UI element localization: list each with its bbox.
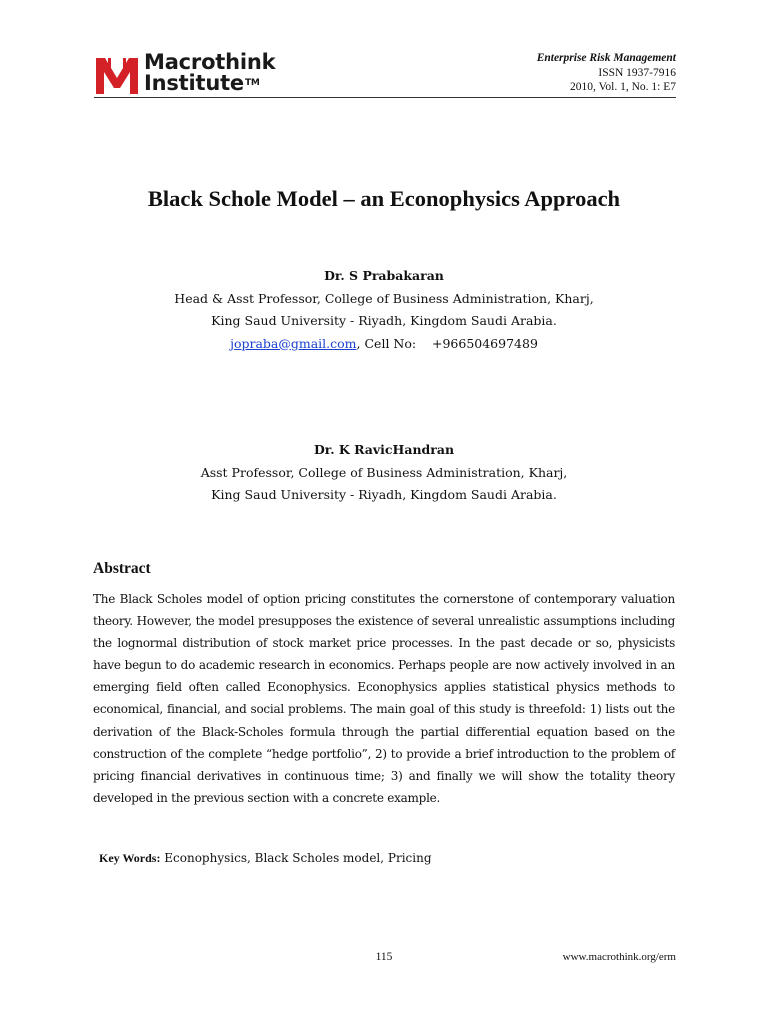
author-block-1 [0, 265, 768, 355]
logo-line-1: Macrothink [144, 50, 276, 74]
footer-url[interactable]: www.macrothink.org/erm [562, 951, 676, 963]
publisher-logo [94, 52, 294, 96]
author-affiliation-line-2: King Saud University - Riyadh, Kingdom Saudi Arabia. [211, 487, 557, 502]
author-phone: , Cell No: +966504697489 [356, 335, 538, 351]
abstract-heading: Abstract [93, 560, 151, 577]
author-affiliation-line-1: Head & Asst Professor, College of Business Administration, Kharj, [174, 290, 594, 306]
macrothink-logo-icon [94, 52, 140, 96]
header-divider [94, 97, 676, 98]
trademark: TM [244, 78, 260, 88]
author-name: Dr. K RavicHandran [313, 442, 455, 457]
page-number: 115 [375, 951, 393, 963]
journal-name: Enterprise Risk Management [536, 52, 676, 64]
paper-title: Black Schole Model – an Econophysics Approach [147, 186, 621, 211]
author-affiliation-line-2: King Saud University - Riyadh, Kingdom Saudi Arabia. [211, 313, 557, 328]
keywords-label: Key Words: [99, 851, 161, 865]
logo-line-2: Institute [144, 71, 244, 95]
issn: ISSN 1937-7916 [598, 66, 676, 79]
journal-header [537, 51, 676, 95]
keywords [99, 851, 432, 866]
author-name: Dr. S Prabakaran [324, 268, 444, 283]
author-block-2 [0, 439, 768, 507]
issue-info: 2010, Vol. 1, No. 1: E7 [570, 81, 676, 93]
abstract-text: The Black Scholes model of option pricing constitutes the cornerstone of contemporary valuation theory. However, the model presupposes the existence of several unrealistic assumptions including the lognormal distribution of stock market price processes. In the past decade or so, physicists have begun to do academic research in economics. Perhaps people are now actively involved in an emerging field often called Econophysics. Econophysics applies statistical physics methods to economical, financial, and social problems. The main goal of this study is threefold: 1) lists out the derivation of the Black-Scholes formula through the partial differential equation based on the construction of the complete “hedge portfolio”, 2) to provide a brief introduction to the problem of pricing financial derivatives in continuous time; 3) and finally we will show the totality theory developed in the previous section with a concrete example. [93, 592, 675, 805]
keywords-text: Econophysics, Black Scholes model, Pricing [160, 851, 432, 865]
author-affiliation-line-1: Asst Professor, College of Business Administration, Kharj, [200, 464, 568, 480]
author-email-link[interactable]: jopraba@gmail.com [230, 335, 357, 351]
author-contact [0, 333, 768, 356]
